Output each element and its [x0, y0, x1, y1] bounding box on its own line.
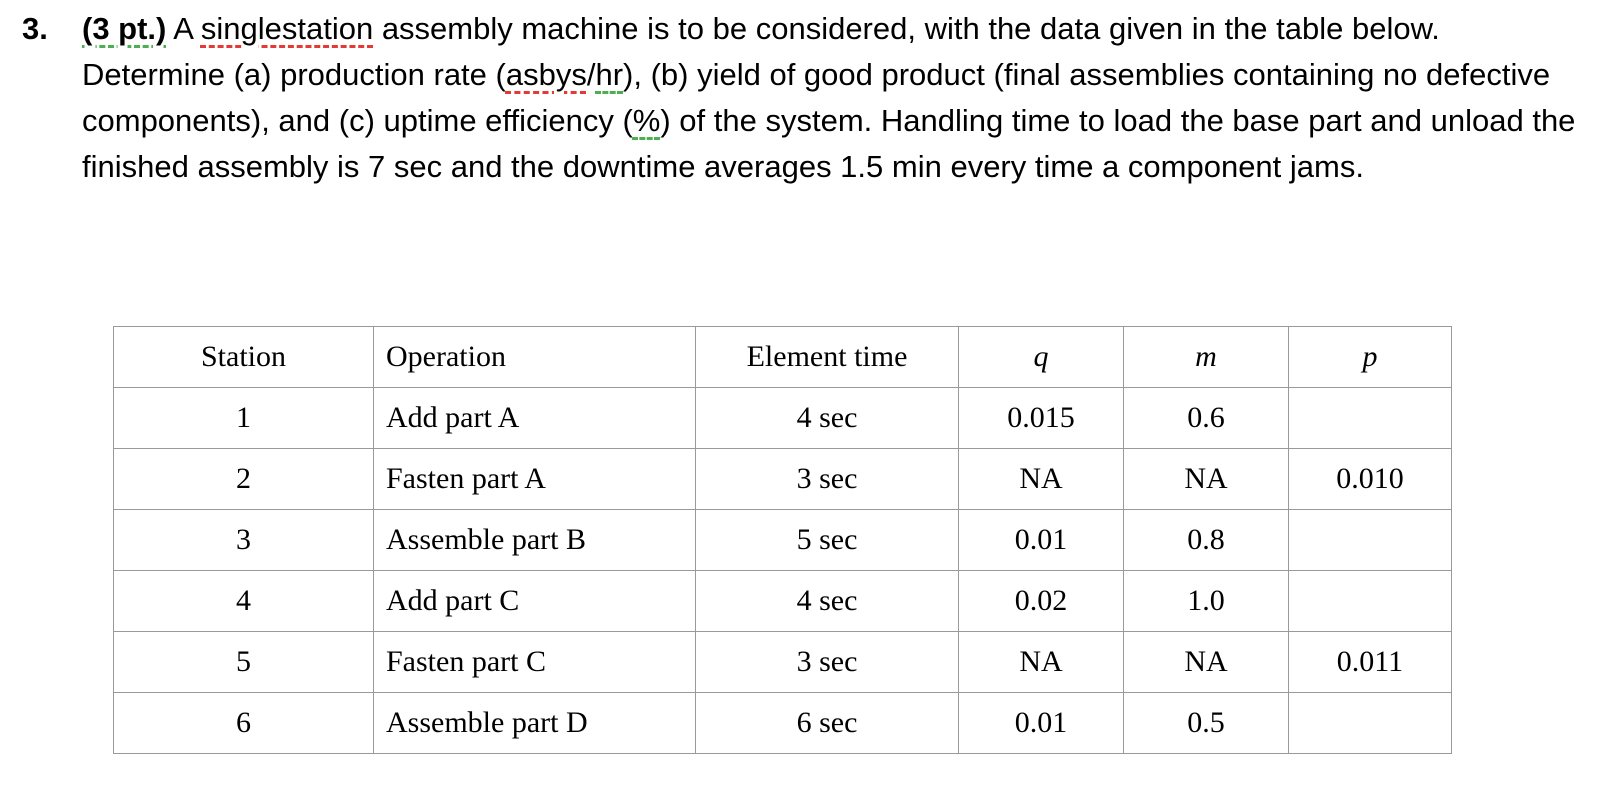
text-segment: / [586, 57, 596, 92]
cell-m: 0.6 [1124, 388, 1289, 449]
cell-p [1289, 388, 1452, 449]
problem-text [82, 6, 1582, 190]
table-header-row [114, 327, 1452, 388]
text-segment: assembly machine is to be considered, with the data given in the table below. Determine (a) production rate ( [82, 11, 1440, 92]
table-row [114, 571, 1452, 632]
cell-element-time: 3 sec [696, 632, 959, 693]
points-label: (3 pt.) [82, 11, 167, 46]
header-operation: Operation [374, 327, 696, 388]
header-station: Station [114, 327, 374, 388]
grammar-flag: hr [595, 57, 624, 92]
cell-q: NA [959, 449, 1124, 510]
cell-q: NA [959, 632, 1124, 693]
table-row [114, 449, 1452, 510]
header-q: q [959, 327, 1124, 388]
cell-q: 0.01 [959, 693, 1124, 754]
header-p: p [1289, 327, 1452, 388]
table-row [114, 388, 1452, 449]
cell-m: 1.0 [1124, 571, 1289, 632]
cell-operation: Fasten part C [374, 632, 696, 693]
cell-p [1289, 571, 1452, 632]
cell-station: 4 [114, 571, 374, 632]
cell-operation: Fasten part A [374, 449, 696, 510]
cell-q: 0.01 [959, 510, 1124, 571]
cell-element-time: 6 sec [696, 693, 959, 754]
spellcheck-flag: asbys [505, 57, 587, 92]
problem-statement [22, 6, 1592, 190]
cell-m: 0.5 [1124, 693, 1289, 754]
cell-m: NA [1124, 449, 1289, 510]
grammar-flag: % [632, 103, 661, 138]
cell-station: 2 [114, 449, 374, 510]
cell-p: 0.011 [1289, 632, 1452, 693]
cell-operation: Assemble part B [374, 510, 696, 571]
text-segment: ), (b) yield of good product (final assemblies containing no defective components), and (c) uptime efficiency ( [82, 57, 1551, 138]
cell-p [1289, 510, 1452, 571]
text-segment: ) of the system. Handling time to load the base part and unload the finished assembly is 7 sec and the downtime averages 1.5 min every time a component jams. [82, 103, 1576, 184]
cell-q: 0.02 [959, 571, 1124, 632]
cell-station: 5 [114, 632, 374, 693]
text-segment: A [166, 11, 201, 46]
header-element-time: Element time [696, 327, 959, 388]
cell-element-time: 3 sec [696, 449, 959, 510]
cell-operation: Add part C [374, 571, 696, 632]
header-m: m [1124, 327, 1289, 388]
cell-element-time: 4 sec [696, 388, 959, 449]
cell-m: 0.8 [1124, 510, 1289, 571]
problem-number: 3. [22, 11, 48, 46]
cell-m: NA [1124, 632, 1289, 693]
table-row [114, 632, 1452, 693]
cell-station: 3 [114, 510, 374, 571]
cell-operation: Add part A [374, 388, 696, 449]
cell-station: 6 [114, 693, 374, 754]
cell-element-time: 4 sec [696, 571, 959, 632]
cell-p: 0.010 [1289, 449, 1452, 510]
cell-p [1289, 693, 1452, 754]
cell-q: 0.015 [959, 388, 1124, 449]
data-table [113, 326, 1452, 754]
spellcheck-flag: singlestation [200, 11, 374, 46]
table-row [114, 510, 1452, 571]
cell-operation: Assemble part D [374, 693, 696, 754]
table-row [114, 693, 1452, 754]
cell-station: 1 [114, 388, 374, 449]
cell-element-time: 5 sec [696, 510, 959, 571]
